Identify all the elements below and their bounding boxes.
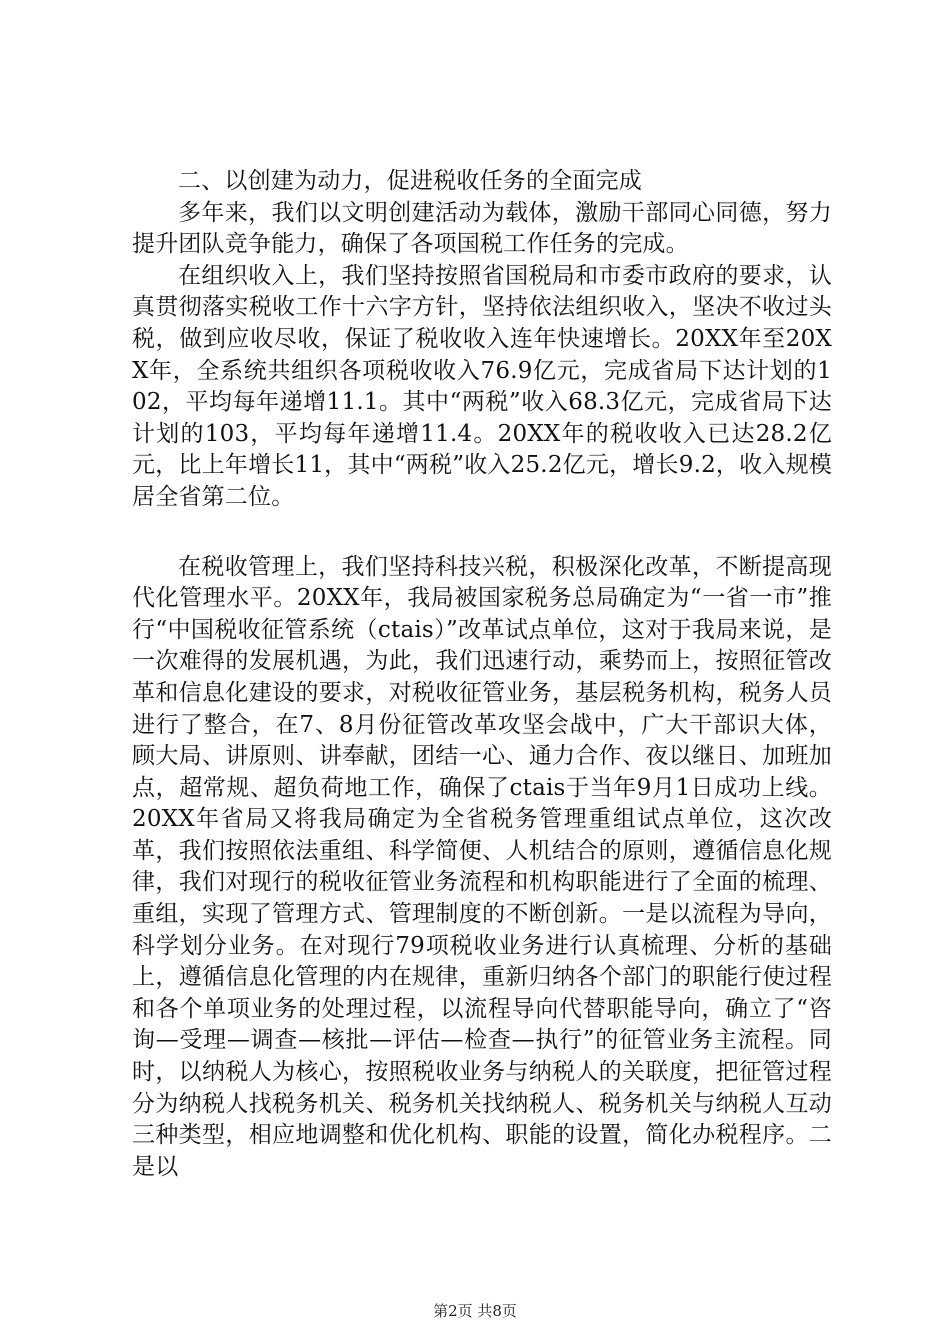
paragraph: 在组织收入上，我们坚持按照省国税局和市委市政府的要求，认真贯彻落实税收工作十六字方针，坚持依法组织收入，坚决不收过头税，做到应收尽收，保证了税收收入连年快速增长。20XX年至20XX年，全系统共组织各项税收收入76.9亿元，完成省局下达计划的102，平均每年递增11.1。其中“两税”收入68.3亿元，完成省局下达计划的103，平均每年递增11.4。20XX年的税收收入已达28.2亿元，比上年增长11，其中“两税”收入25.2亿元，增长9.2，收入规模居全省第二位。 <box>132 262 832 510</box>
page-footer: 第2页 共8页 <box>433 1302 517 1320</box>
paragraph: 在税收管理上，我们坚持科技兴税，积极深化改革，不断提高现代化管理水平。20XX年，我局被国家税务总局确定为“一省一市”推行“中国税收征管系统（ctais）”改革试点单位，这对于我局来说，是一次难得的发展机遇，为此，我们迅速行动，乘势而上，按照征管改革和信息化建设的要求，对税收征管业务，基层税务机构，税务人员进行了整合，在7、8月份征管改革攻坚会战中，广大干部识大体，顾大局、讲原则、讲奉献，团结一心、通力合作、夜以继日、加班加点，超常规、超负荷地工作，确保了ctais于当年9月1日成功上线。20XX年省局又将我局确定为全省税务管理重组试点单位，这次改革，我们按照依法重组、科学简便、人机结合的原则，遵循信息化规律，我们对现行的税收征管业务流程和机构职能进行了全面的梳理、重组，实现了管理方式、管理制度的不断创新。一是以流程为导向，科学划分业务。在对现行79项税收业务进行认真梳理、分析的基础上，遵循信息化管理的内在规律，重新归纳各个部门的职能行使过程和各个单项业务的处理过程，以流程导向代替职能导向，确立了“咨询—受理—调查—核批—评估—检查—执行”的征管业务主流程。同时，以纳税人为核心，按照税收业务与纳税人的关联度，把征管过程分为纳税人找税务机关、税务机关找纳税人、税务机关与纳税人互动三种类型，相应地调整和优化机构、职能的设置，简化办税程序。二是以 <box>132 553 832 1180</box>
section-heading: 二、以创建为动力，促进税收任务的全面完成 <box>178 168 642 194</box>
paragraph: 多年来，我们以文明创建活动为载体，激励干部同心同德，努力提升团队竞争能力，确保了各项国税工作任务的完成。 <box>132 199 832 258</box>
document-body <box>132 166 832 1183</box>
